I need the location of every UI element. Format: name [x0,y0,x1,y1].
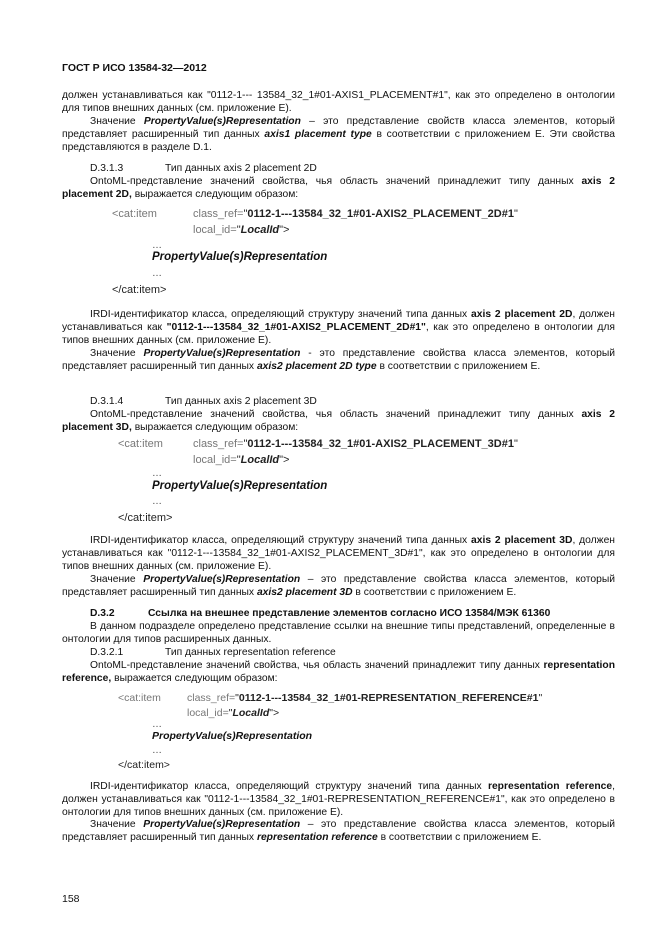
code-line-close: </cat:item> [112,284,167,296]
paragraph-axis2-3d-irdi: IRDI-идентификатор класса, определяющий структуру значений типа данных axis 2 placement 3D, должен устанавливаться как "0112-1---13584_32_1#01-AXIS2_PLACEMENT_3D#1", как это определено в онтологии для типов внешних данных (см. приложение Е). [62,535,615,573]
ellipsis: … [152,496,162,507]
paragraph-representation-reference-value: Значение PropertyValue(s)Representation – это представление свойства класса элементов, который представляет расширенный тип данных representation reference в соответствии с приложением Е. [62,819,615,844]
code-line-local-id: local_id="LocalId"> [187,707,280,719]
section-heading-d3-2: D.3.2 Ссылка на внешнее представление элементов согласно ИСО 13584/МЭК 61360 [90,608,551,619]
paragraph-representation-reference-intro: OntoML-представление значений свойства, чья область значений принадлежит типу данных representation reference, выражается следующим образом: [62,660,615,685]
code-line-class-ref: class_ref="0112-1---13584_32_1#01-AXIS2_PLACEMENT_3D#1" [193,438,518,450]
paragraph-axis2-3d-intro: OntoML-представление значений свойства, чья область значений принадлежит типу данных axis 2 placement 3D, выражается следующим образом: [62,409,615,434]
code-line-close: </cat:item> [118,759,170,771]
ellipsis: … [152,240,162,251]
ellipsis: … [152,719,162,730]
paragraph-representation-reference-irdi: IRDI-идентификатор класса, определяющий структуру значений типа данных representation reference, должен устанавливаться как "0112-1---13584_32_1#01-REPRESENTATION_REFERENCE#1", как это определено в онтологии для типов внешних данных (см. приложение Е). [62,781,615,819]
code-pvr: PropertyValue(s)Representation [152,730,313,742]
ellipsis: … [152,468,162,479]
code-line-close: </cat:item> [118,512,173,524]
paragraph-axis2-2d-value: Значение PropertyValue(s)Representation - это представление свойства класса элементов, который представляет расширенный тип данных axis2 placement 2D type в соответствии с приложением Е. [62,348,615,373]
code-line-local-id: local_id="LocalId"> [193,224,290,236]
paragraph-axis2-3d-value: Значение PropertyValue(s)Representation – это представление свойства класса элементов, который представляет расширенный тип данных axis2 placement 3D в соответствии с приложением Е. [62,574,615,599]
section-heading-d3-2-1: D.3.2.1 Тип данных representation reference [90,647,336,658]
code-line-local-id: local_id="LocalId"> [193,454,290,466]
code-pvr: PropertyValue(s)Representation [152,480,328,492]
paragraph-axis2-2d-irdi: IRDI-идентификатор класса, определяющий структуру значений типа данных axis 2 placement 2D, должен устанавливаться как "0112-1---13584_32_1#01-AXIS2_PLACEMENT_2D#1", как это определено в онтологии для типов внешних данных (см. приложение Е). [62,309,615,347]
paragraph-axis2-2d-intro: OntoML-представление значений свойства, чья область значений принадлежит типу данных axis 2 placement 2D, выражается следующим образом: [62,176,615,201]
code-line-open: <cat:item [118,692,161,704]
code-line-class-ref: class_ref="0112-1---13584_32_1#01-REPRESENTATION_REFERENCE#1" [187,692,543,704]
code-line-open: <cat:item [112,208,157,220]
section-heading-d3-1-4: D.3.1.4 Тип данных axis 2 placement 3D [90,396,317,407]
code-line-open: <cat:item [118,438,163,450]
code-line-class-ref: class_ref="0112-1---13584_32_1#01-AXIS2_PLACEMENT_2D#1" [193,208,518,220]
ellipsis: … [152,745,162,756]
section-heading-d3-1-3: D.3.1.3 Тип данных axis 2 placement 2D [90,163,317,174]
page-number: 158 [62,893,80,905]
ellipsis: … [152,268,162,279]
paragraph-representation-intro: В данном подразделе определено представление ссылки на внешние типы представлений, определенные в онтологии для типов расширенных данных. [62,621,615,646]
document-header: ГОСТ Р ИСО 13584-32—2012 [62,62,207,74]
paragraph-axis1-value: Значение PropertyValue(s)Representation – это представление свойств класса элементов, который представляет расширенный тип данных axis1 placement type в соответствии с приложением Е. Эти свойства представляются в разделе D.1. [62,116,615,154]
paragraph-axis1-placement: должен устанавливаться как "0112-1--- 13584_32_1#01-AXIS1_PLACEMENT#1", как это определено в онтологии для типов внешних данных (см. приложение Е). [62,90,615,115]
code-pvr: PropertyValue(s)Representation [152,251,328,263]
